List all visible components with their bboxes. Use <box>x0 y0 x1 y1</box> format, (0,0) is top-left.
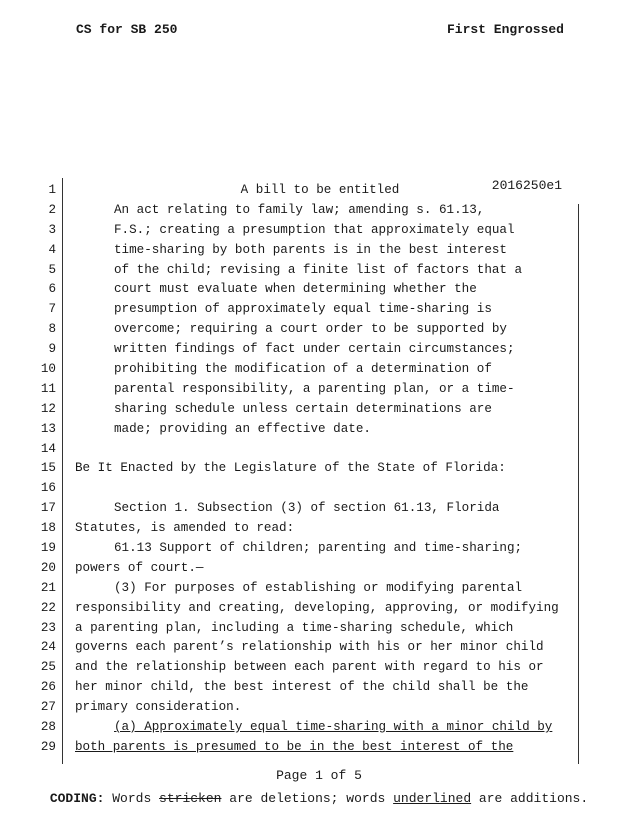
line-number: 21 <box>40 580 56 595</box>
line-number: 18 <box>40 521 56 536</box>
line-number: 6 <box>48 282 56 297</box>
bill-line <box>0 201 638 221</box>
bill-line <box>0 658 638 678</box>
bill-line <box>0 678 638 698</box>
line-number: 15 <box>40 461 56 476</box>
line-number: 13 <box>40 421 56 436</box>
line-number: 10 <box>40 362 56 377</box>
line-number: 3 <box>48 222 56 237</box>
line-text: governs each parent’s relationship with his or her minor child <box>75 640 544 655</box>
line-text: time-sharing by both parents is in the best interest <box>114 242 507 257</box>
bill-line <box>0 360 638 380</box>
bill-line <box>0 519 638 539</box>
line-text: Statutes, is amended to read: <box>75 521 295 536</box>
line-number: 29 <box>40 739 56 754</box>
bill-line <box>0 479 638 499</box>
line-number: 17 <box>40 501 56 516</box>
bill-line <box>0 599 638 619</box>
line-text: responsibility and creating, developing, approving, or modifying <box>75 600 559 615</box>
line-number: 26 <box>40 680 56 695</box>
bill-line <box>0 380 638 400</box>
coding-stricken-sample: stricken <box>159 791 222 806</box>
engrossment-status: First Engrossed <box>446 22 564 37</box>
line-number: 12 <box>40 401 56 416</box>
bill-line <box>0 340 638 360</box>
bill-line <box>0 181 638 201</box>
line-text: sharing schedule unless certain determinations are <box>114 401 492 416</box>
bill-line <box>0 440 638 460</box>
bill-line <box>0 459 638 479</box>
bill-line <box>0 280 638 300</box>
line-number: 28 <box>40 720 56 735</box>
line-text: a parenting plan, including a time-sharing schedule, which <box>75 620 514 635</box>
line-text: (a) Approximately equal time-sharing with a minor child by <box>114 720 553 735</box>
bill-line <box>0 718 638 738</box>
bill-line <box>0 420 638 440</box>
line-text: and the relationship between each parent with regard to his or <box>75 660 544 675</box>
coding-label: CODING: <box>49 791 105 806</box>
line-text: A bill to be entitled <box>240 183 400 197</box>
line-number: 5 <box>48 262 56 277</box>
line-text: Be It Enacted by the Legislature of the State of Florida: <box>75 461 506 476</box>
bill-line <box>0 499 638 519</box>
line-text: made; providing an effective date. <box>114 421 371 436</box>
line-number: 9 <box>48 342 56 357</box>
line-text: written findings of fact under certain circumstances; <box>114 342 515 357</box>
bill-line <box>0 221 638 241</box>
line-text: (3) For purposes of establishing or modifying parental <box>114 580 523 595</box>
line-number: 19 <box>40 541 56 556</box>
line-number: 25 <box>40 660 56 675</box>
bill-line <box>0 400 638 420</box>
bill-line <box>0 559 638 579</box>
bill-line <box>0 261 638 281</box>
coding-text-a: Words <box>104 791 160 806</box>
coding-underlined-sample: underlined <box>393 791 472 806</box>
page-indicator: Page 1 of 5 <box>276 768 362 783</box>
line-number: 20 <box>40 560 56 575</box>
bill-line <box>0 300 638 320</box>
coding-text-c: are additions. <box>471 791 589 806</box>
line-number: 7 <box>48 302 56 317</box>
line-text: overcome; requiring a court order to be supported by <box>114 322 507 337</box>
line-text: court must evaluate when determining whether the <box>114 282 477 297</box>
line-text: Section 1. Subsection (3) of section 61.13, Florida <box>114 501 500 516</box>
line-number: 24 <box>40 640 56 655</box>
line-text: 61.13 Support of children; parenting and time-sharing; <box>114 541 523 556</box>
bill-line <box>0 539 638 559</box>
coding-legend <box>0 791 638 806</box>
line-text: An act relating to family law; amending s. 61.13, <box>114 202 485 217</box>
bill-line <box>0 241 638 261</box>
line-number: 8 <box>48 322 56 337</box>
line-number: 23 <box>40 620 56 635</box>
line-number: 27 <box>40 700 56 715</box>
line-number: 11 <box>40 381 56 396</box>
bill-line <box>0 579 638 599</box>
line-number: 2 <box>48 202 56 217</box>
line-number: 1 <box>48 183 56 197</box>
line-text: prohibiting the modification of a determination of <box>114 362 492 377</box>
bill-line <box>0 320 638 340</box>
bill-line <box>0 738 638 758</box>
line-text: both parents is presumed to be in the best interest of the <box>75 739 514 754</box>
line-number: 14 <box>40 441 56 456</box>
bill-identifier: CS for SB 250 <box>76 22 178 37</box>
line-text: presumption of approximately equal time-sharing is <box>114 302 492 317</box>
coding-text-b: are deletions; words <box>221 791 394 806</box>
line-text: primary consideration. <box>75 700 242 715</box>
line-text: powers of court.— <box>75 560 204 575</box>
bill-line <box>0 638 638 658</box>
line-number: 16 <box>40 481 56 496</box>
bill-line <box>0 698 638 718</box>
line-text: F.S.; creating a presumption that approximately equal <box>114 222 515 237</box>
line-text: her minor child, the best interest of the child shall be the <box>75 680 529 695</box>
line-number: 22 <box>40 600 56 615</box>
line-text: of the child; revising a finite list of factors that a <box>114 262 523 277</box>
line-number: 4 <box>48 242 56 257</box>
line-text: parental responsibility, a parenting plan, or a time- <box>114 381 515 396</box>
bill-text-body <box>0 181 638 758</box>
document-number: 2016250e1 <box>491 178 562 193</box>
bill-line <box>0 619 638 639</box>
